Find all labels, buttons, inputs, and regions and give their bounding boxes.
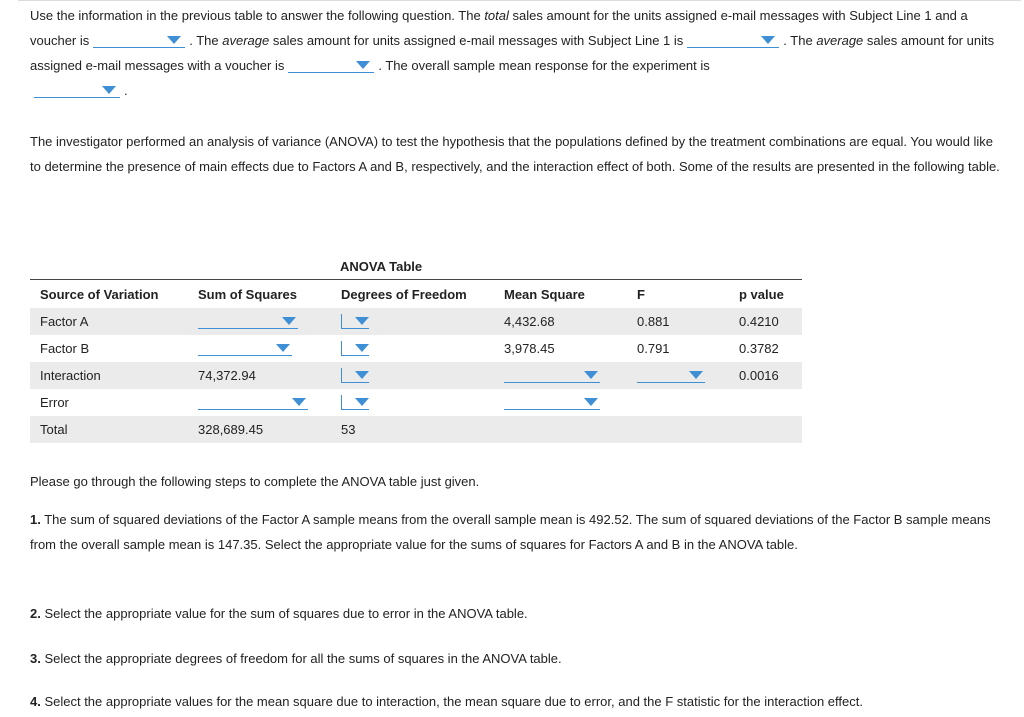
table-row: [30, 362, 802, 389]
header-ms: Mean Square: [504, 286, 585, 302]
ms-cell: [494, 362, 627, 389]
df-error-dropdown[interactable]: [341, 395, 369, 410]
source-cell: Error: [40, 395, 69, 410]
chevron-down-icon: [689, 371, 703, 379]
header-ss: Sum of Squares: [198, 286, 297, 302]
intro-emphasis: average: [222, 33, 270, 48]
avg-subject-line-dropdown[interactable]: [687, 33, 779, 48]
ss-factor-b-dropdown[interactable]: [198, 341, 292, 356]
header-p: p value: [739, 286, 784, 302]
source-cell: Factor A: [30, 308, 188, 335]
df-cell: [331, 335, 494, 362]
p-cell: 0.0016: [729, 362, 802, 389]
ss-factor-a-dropdown[interactable]: [198, 314, 298, 329]
df-factor-b-dropdown[interactable]: [341, 341, 369, 356]
step-2: [30, 601, 1005, 626]
steps-intro: Please go through the following steps to complete the ANOVA table just given.: [30, 474, 480, 489]
table-row: [30, 416, 802, 443]
df-interaction-dropdown[interactable]: [341, 368, 369, 383]
header-source: Source of Variation: [40, 286, 159, 302]
chevron-down-icon: [584, 398, 598, 406]
step-4: [30, 689, 1005, 714]
chevron-down-icon: [355, 344, 369, 352]
intro-text: . The overall sample mean response for the experiment is: [378, 58, 710, 73]
ss-cell: 74,372.94: [188, 362, 331, 389]
intro-text: sales amount for units assigned e-mail messages with a voucher is: [30, 33, 995, 73]
top-divider: [18, 0, 1021, 1]
source-cell: Total: [30, 416, 188, 443]
df-factor-a-dropdown[interactable]: [341, 314, 369, 329]
intro-text: .: [124, 83, 128, 98]
step-number: 3.: [30, 651, 41, 666]
source-cell: Interaction: [30, 362, 188, 389]
ms-cell: 3,978.45: [504, 341, 555, 356]
ss-cell: [188, 389, 331, 416]
chevron-down-icon: [355, 371, 369, 379]
chevron-down-icon: [355, 398, 369, 406]
step-text: Select the appropriate degrees of freedom for all the sums of squares in the ANOVA table.: [40, 651, 562, 666]
chevron-down-icon: [355, 317, 369, 325]
f-interaction-dropdown[interactable]: [637, 368, 705, 383]
intro-emphasis: average: [816, 33, 864, 48]
intro-text: sales amount for units assigned e-mail messages with Subject Line 1 is: [269, 33, 684, 48]
intro-text: . The: [783, 33, 817, 48]
step-number: 1.: [30, 512, 41, 527]
chevron-down-icon: [292, 398, 306, 406]
anova-table: [30, 279, 802, 443]
ms-error-dropdown[interactable]: [504, 395, 600, 410]
total-sales-dropdown[interactable]: [93, 33, 185, 48]
overall-mean-dropdown[interactable]: [34, 83, 120, 98]
ss-error-dropdown[interactable]: [198, 395, 308, 410]
step-number: 2.: [30, 606, 41, 621]
p-cell: [729, 389, 802, 416]
chevron-down-icon: [761, 36, 775, 44]
ss-cell: 328,689.45: [188, 416, 331, 443]
step-text: Select the appropriate values for the mean square due to interaction, the mean square due to error, and the F statistic for the interaction effect.: [40, 694, 863, 709]
chevron-down-icon: [102, 86, 116, 94]
ss-cell: [188, 308, 331, 335]
avg-voucher-dropdown[interactable]: [288, 58, 374, 73]
ms-interaction-dropdown[interactable]: [504, 368, 600, 383]
header-f: F: [637, 286, 645, 302]
f-cell: [627, 362, 729, 389]
step-number: 4.: [30, 694, 41, 709]
header-df: Degrees of Freedom: [341, 286, 467, 302]
table-row: [30, 335, 802, 362]
intro-text: . The: [189, 33, 223, 48]
step-text: The sum of squared deviations of the Factor A sample means from the overall sample mean is 492.52. The sum of squared deviations of the Factor B sample means from the overall sample mean is 147.35. Select the appropriate value for the sums of squares for Factors A and B in the ANOVA table.: [30, 512, 991, 552]
ms-cell: [494, 416, 627, 443]
description-paragraph: The investigator performed an analysis of variance (ANOVA) to test the hypothesis that the populations defined by the treatment combinations are equal. You would like to determine the presence of main effects due to Factors A and B, respectively, and the interaction effect of both. Some of the results are presented in the following table.: [30, 134, 1000, 174]
table-row: [30, 308, 802, 335]
chevron-down-icon: [276, 344, 290, 352]
p-cell: [729, 416, 802, 443]
table-header-row: [30, 280, 802, 309]
f-cell: [627, 416, 729, 443]
chevron-down-icon: [282, 317, 296, 325]
f-cell: [627, 389, 729, 416]
intro-text: Use the information in the previous table to answer the following question. The: [30, 8, 485, 23]
ms-cell: [494, 389, 627, 416]
step-3: [30, 646, 1005, 671]
df-cell: [331, 308, 494, 335]
table-row: [30, 389, 802, 416]
p-cell: 0.4210: [729, 308, 802, 335]
chevron-down-icon: [356, 61, 370, 69]
f-cell: 0.791: [637, 341, 670, 356]
f-cell: 0.881: [627, 308, 729, 335]
p-cell: 0.3782: [739, 341, 779, 356]
intro-text: sales amount for the units assigned e-mail messages with Subject Line 1 and a voucher is: [30, 8, 968, 48]
intro-paragraph: [30, 3, 1000, 103]
source-cell: Factor B: [40, 341, 90, 356]
df-cell: [331, 362, 494, 389]
step-text: Select the appropriate value for the sum of squares due to error in the ANOVA table.: [40, 606, 528, 621]
intro-emphasis: total: [484, 8, 509, 23]
anova-title: ANOVA Table: [340, 259, 423, 274]
ss-cell: [188, 335, 331, 362]
chevron-down-icon: [167, 36, 181, 44]
ms-cell: 4,432.68: [494, 308, 627, 335]
df-cell: 53: [331, 416, 494, 443]
chevron-down-icon: [584, 371, 598, 379]
step-1: [30, 507, 1005, 557]
df-cell: [331, 389, 494, 416]
